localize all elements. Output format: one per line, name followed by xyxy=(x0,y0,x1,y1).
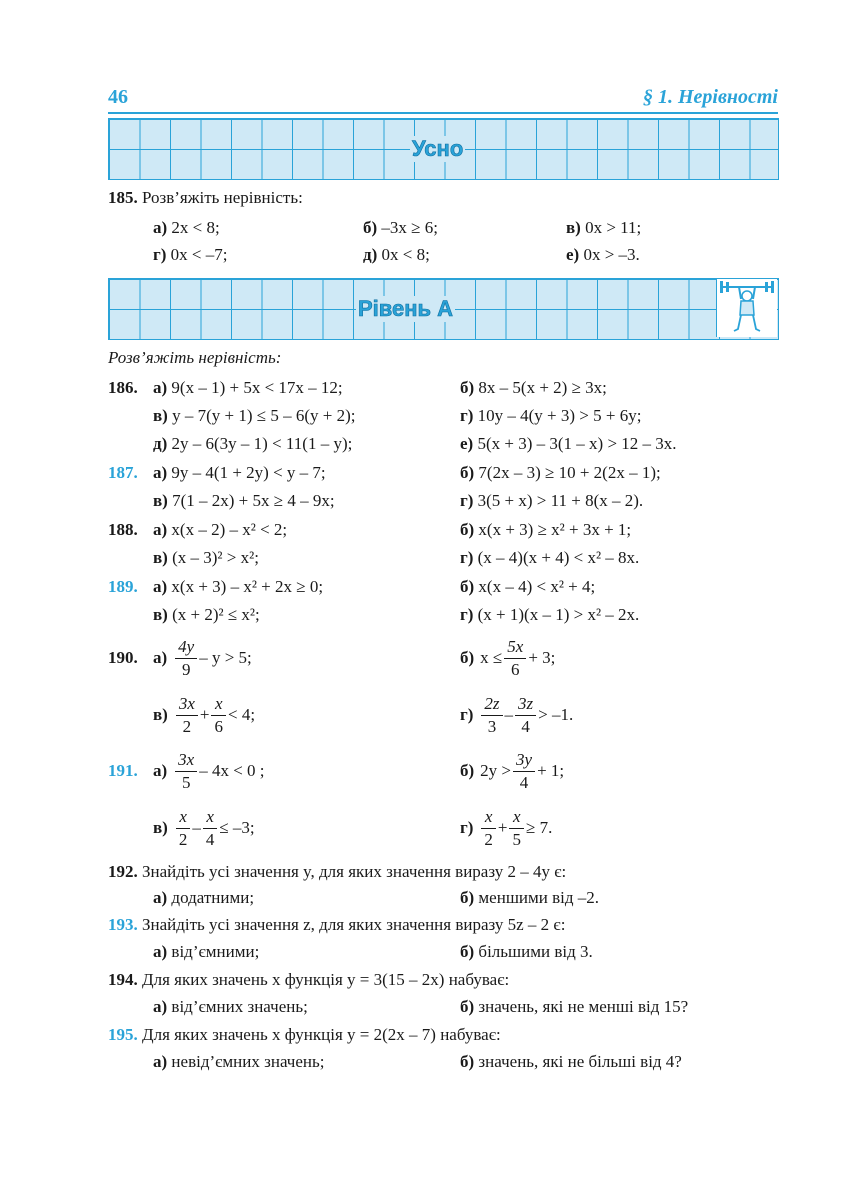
fraction: $\frac{5x}{6}$ xyxy=(504,636,526,681)
item-189-b: б) x(x – 4) < x² + 4; xyxy=(460,577,596,596)
item-191-a: а) $\frac{3x}{5}$ – 4x < 0 ; xyxy=(153,749,265,792)
item-188-v: в) (x – 3)² > x²; xyxy=(153,548,259,567)
item-186-a: а) 9(x – 1) + 5x < 17x – 12; xyxy=(153,378,343,397)
section-title: § 1. Нерівності xyxy=(642,86,778,108)
item-189-a: а) x(x + 3) – x² + 2x ≥ 0; xyxy=(153,577,324,596)
fraction: $\frac{x}{5}$ xyxy=(509,806,524,851)
item-185-v: в) 0x > 11; xyxy=(566,218,642,237)
item-192-a: а) додатними; xyxy=(153,888,255,907)
item-192-b: б) меншими від –2. xyxy=(460,888,600,907)
fraction: $\frac{3x}{2}$ xyxy=(176,693,198,738)
item-187-b: б) 7(2x – 3) ≥ 10 + 2(2x – 1); xyxy=(460,463,661,482)
item-191-v: в) $\frac{x}{2}$ – $\frac{x}{4}$ ≤ –3; xyxy=(153,806,255,849)
problem-192: 192. Знайдіть усі значення y, для яких значення виразу 2 – 4y є: xyxy=(108,862,567,881)
item-190-a: а) $\frac{4y}{9}$ – y > 5; xyxy=(153,636,252,679)
oral-section-title: Усно xyxy=(412,136,464,161)
problem-188: 188. xyxy=(108,520,138,539)
item-186-d: д) 2y – 6(3y – 1) < 11(1 – y); xyxy=(153,434,353,453)
item-188-a: а) x(x – 2) – x² < 2; xyxy=(153,520,288,539)
item-188-b: б) x(x + 3) ≥ x² + 3x + 1; xyxy=(460,520,632,539)
item-187-g: г) 3(5 + x) > 11 + 8(x – 2). xyxy=(460,491,644,510)
level-a-section-title: Рівень А xyxy=(358,296,454,321)
fraction: $\frac{x}{6}$ xyxy=(211,693,226,738)
item-193-a: а) від’ємними; xyxy=(153,942,260,961)
problem-191: 191. xyxy=(108,761,138,780)
item-191-g: г) $\frac{x}{2}$ + $\frac{x}{5}$ ≥ 7. xyxy=(460,806,553,849)
item-187-v: в) 7(1 – 2x) + 5x ≥ 4 – 9x; xyxy=(153,491,335,510)
item-185-b: б) –3x ≥ 6; xyxy=(363,218,438,237)
fraction: $\frac{3z}{4}$ xyxy=(515,693,536,738)
item-187-a: а) 9y – 4(1 + 2y) < y – 7; xyxy=(153,463,326,482)
fraction: $\frac{x}{2}$ xyxy=(481,806,496,851)
instruction: Розв’яжіть нерівність: xyxy=(108,348,282,367)
item-195-a: а) невід’ємних значень; xyxy=(153,1052,325,1071)
item-194-b: б) значень, які не менші від 15? xyxy=(460,997,689,1016)
fraction: $\frac{3x}{5}$ xyxy=(175,749,197,794)
fraction: $\frac{x}{4}$ xyxy=(203,806,218,851)
item-190-v: в) $\frac{3x}{2}$ + $\frac{x}{6}$ < 4; xyxy=(153,693,256,736)
item-195-b: б) значень, які не більші від 4? xyxy=(460,1052,682,1071)
fraction: $\frac{3y}{4}$ xyxy=(513,749,535,794)
item-186-v: в) y – 7(y + 1) ≤ 5 – 6(y + 2); xyxy=(153,406,356,425)
item-185-d: д) 0x < 8; xyxy=(363,245,430,264)
item-185-a: а) 2x < 8; xyxy=(153,218,220,237)
problem-186: 186. xyxy=(108,378,138,397)
problem-190: 190. xyxy=(108,648,138,667)
fraction: $\frac{x}{2}$ xyxy=(176,806,191,851)
problem-187: 187. xyxy=(108,463,138,482)
problem-185 xyxy=(108,188,303,208)
problem-194: 194. Для яких значень x функція y = 3(15 – 2x) набуває: xyxy=(108,970,510,989)
item-186-g: г) 10y – 4(y + 3) > 5 + 6y; xyxy=(460,406,642,425)
page-number: 46 xyxy=(108,86,128,108)
item-190-g: г) $\frac{2z}{3}$ – $\frac{3z}{4}$ > –1. xyxy=(460,693,574,736)
item-186-b: б) 8x – 5(x + 2) ≥ 3x; xyxy=(460,378,607,397)
item-186-e: е) 5(x + 3) – 3(1 – x) > 12 – 3x. xyxy=(460,434,677,453)
problem-189: 189. xyxy=(108,577,138,596)
item-189-v: в) (x + 2)² ≤ x²; xyxy=(153,605,260,624)
item-190-b: б) x ≤ $\frac{5x}{6}$ + 3; xyxy=(460,636,556,679)
problem-195: 195. Для яких значень x функція y = 2(2x – 7) набуває: xyxy=(108,1025,501,1044)
item-185-g: г) 0x < –7; xyxy=(153,245,228,264)
item-191-b: б) 2y > $\frac{3y}{4}$ + 1; xyxy=(460,749,565,792)
problem-193: 193. Знайдіть усі значення z, для яких значення виразу 5z – 2 є: xyxy=(108,915,566,934)
item-194-a: а) від’ємних значень; xyxy=(153,997,308,1016)
fraction: $\frac{2z}{3}$ xyxy=(481,693,502,738)
problem-number: 185. xyxy=(108,188,138,207)
weightlifter-icon xyxy=(716,279,777,337)
item-189-g: г) (x + 1)(x – 1) > x² – 2x. xyxy=(460,605,640,624)
header-rule xyxy=(108,112,778,114)
item-185-e: е) 0x > –3. xyxy=(566,245,640,264)
item-193-b: б) більшими від 3. xyxy=(460,942,593,961)
item-188-g: г) (x – 4)(x + 4) < x² – 8x. xyxy=(460,548,640,567)
fraction: $\frac{4y}{9}$ xyxy=(175,636,197,681)
problem-text: Розв’яжіть нерівність: xyxy=(142,188,303,207)
